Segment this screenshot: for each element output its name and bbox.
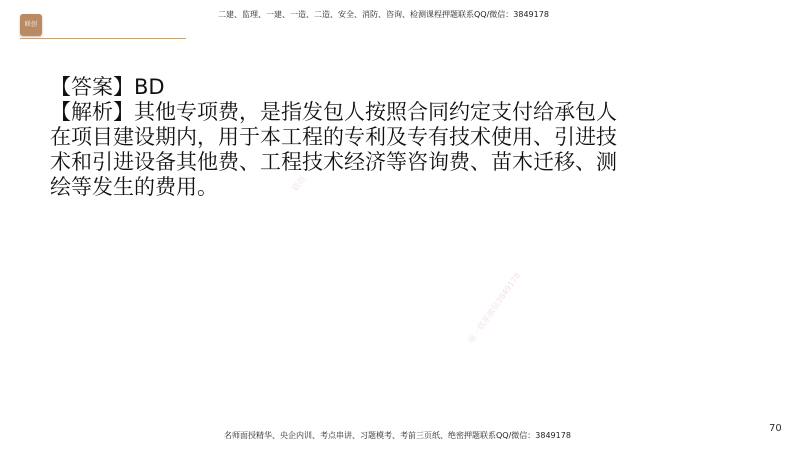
watermark-text: 联创 [290, 174, 308, 193]
watermark-text: 唯一联系微信3849178 [466, 271, 523, 345]
footer-contact-notice: 名师面授精华、央企内训、考点串讲、习题模考、考前三页纸、绝密押题联系QQ/微信：3849178 [224, 431, 571, 440]
analysis-line-2: 在项目建设期内，用于本工程的专利及专有技术使用、引进技 [50, 125, 617, 149]
analysis-line-4: 绘等发生的费用。 [50, 175, 218, 199]
header-contact-notice: 二建、监理、一建、一造、二造、安全、消防、咨询、检测课程押题联系QQ/微信：3849178 [218, 10, 549, 19]
analysis-line-3: 术和引进设备其他费、工程技术经济等咨询费、苗木迁移、测 [50, 150, 617, 174]
page-number: 70 [769, 423, 782, 434]
answer-line: 【答案】BD [50, 75, 165, 99]
answer-content [50, 75, 617, 200]
analysis-line-1: 【解析】其他专项费，是指发包人按照合同约定支付给承包人 [50, 100, 617, 124]
header-divider [20, 38, 186, 39]
brand-logo-text: 联创 [24, 21, 38, 28]
brand-logo [20, 14, 42, 36]
